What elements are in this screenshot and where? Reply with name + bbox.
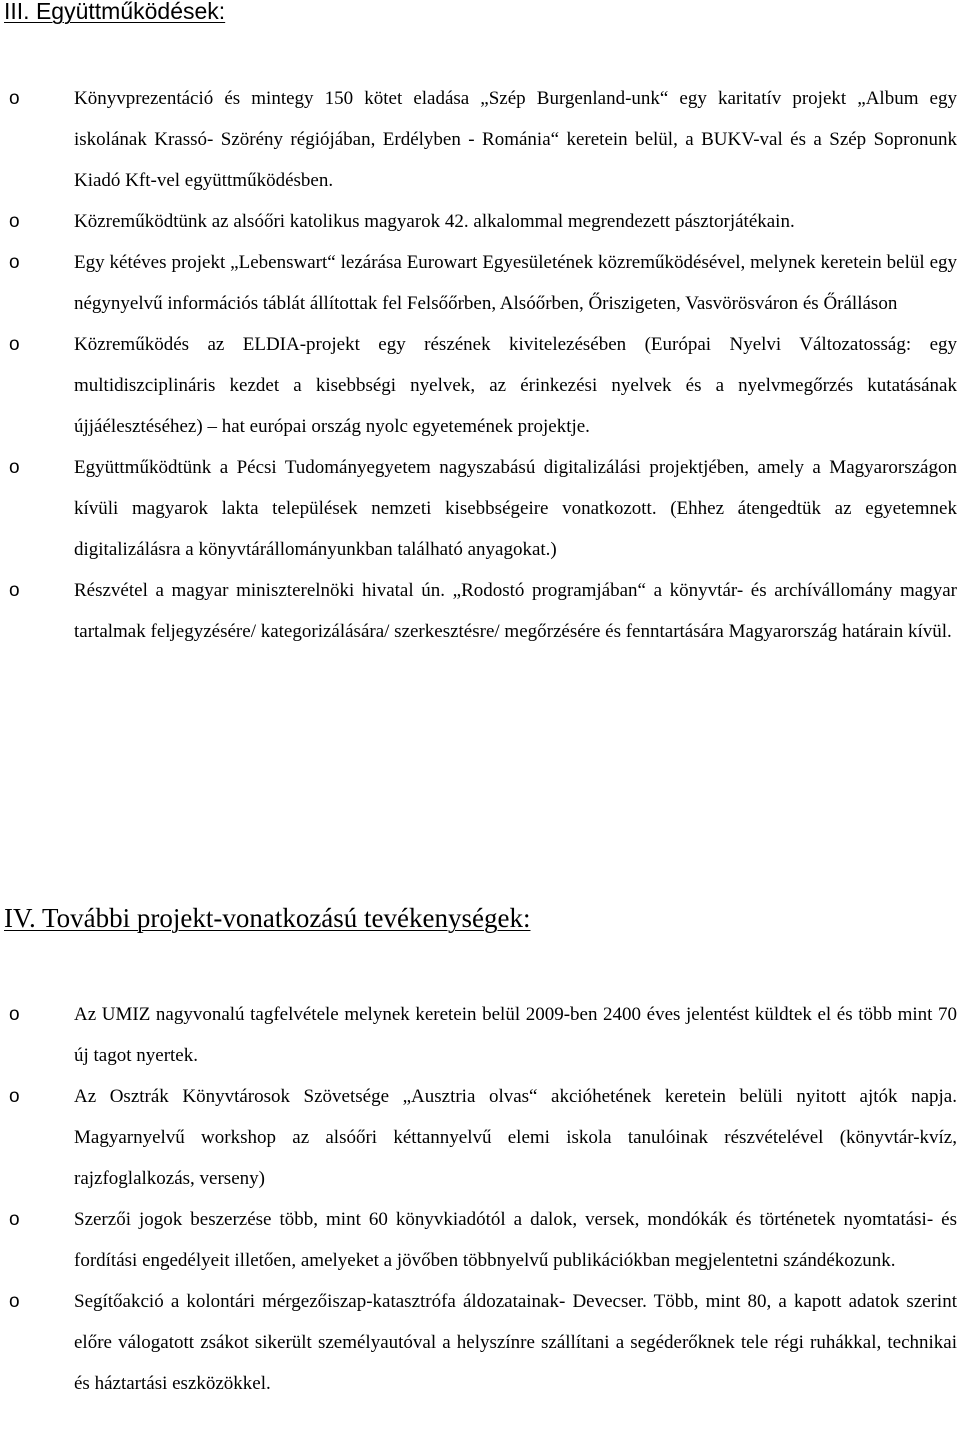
bullet-marker: o [9,1004,20,1025]
list-item-text: Közreműködés az ELDIA-projekt egy részének kivitelezésében (Európai Nyelvi Változatosság: egy multidiszciplináris kezdet a kisebbségi nyelvek, az érinkezési nyelvek és a nyelvmegőrzés kutatásának újjáélesztéséhez) – hat európai ország nyolc egyetemének projektje. [74,334,957,437]
bullet-marker: o [9,211,20,232]
project-activities-list [0,994,960,1404]
bullet-marker: o [9,334,20,355]
list-item [0,1281,960,1404]
list-item [0,1076,960,1199]
list-item-text: Egy kétéves projekt „Lebenswart“ lezárása Eurowart Egyesületének közreműködésével, melynek keretein belül egy négynyelvű információs táblát állítottak fel Felsőőrben, Alsóőrben, Őriszigeten, Vasvörösváron és Őrálláson [74,252,957,314]
list-item [0,242,960,324]
list-item [0,447,960,570]
bullet-marker: o [9,580,20,601]
list-item-text: Az UMIZ nagyvonalú tagfelvétele melynek keretein belül 2009-ben 2400 éves jelentést küldtek el és több mint 70 új tagot nyertek. [74,1004,957,1066]
bullet-marker: o [9,1209,20,1230]
bullet-marker: o [9,1086,20,1107]
list-item-text: Együttműködtünk a Pécsi Tudományegyetem nagyszabású digitalizálási projektjében, amely a Magyarországon kívüli magyarok lakta települések nemzeti kisebbségeire vonatkozott. (Ehhez átengedtük az egyetemnek digitalizálásra a könyvtárállományunkban található anyagokat.) [74,457,957,560]
section-heading-project-activities: IV. További projekt-vonatkozású tevékenységek: [4,903,531,933]
list-item [0,201,960,242]
list-item [0,570,960,652]
bullet-marker: o [9,457,20,478]
cooperations-list [0,78,960,652]
list-item [0,78,960,201]
bullet-marker: o [9,88,20,109]
list-item-text: Szerzői jogok beszerzése több, mint 60 könyvkiadótól a dalok, versek, mondókák és történetek nyomtatási- és fordítási engedélyeit illetően, amelyeket a jövőben többnyelvű publikációkban megjelentetni szándékozunk. [74,1209,957,1271]
bullet-marker: o [9,252,20,273]
list-item [0,324,960,447]
bullet-marker: o [9,1291,20,1312]
section-heading-cooperations: III. Együttműködések: [4,0,226,24]
list-item [0,1199,960,1281]
list-item-text: Részvétel a magyar miniszterelnöki hivatal ún. „Rodostó programjában“ a könyvtár- és archívállomány magyar tartalmak feljegyzésére/ kategorizálására/ szerkesztésre/ megőrzésére és fenntartására Magyarország határain kívül. [74,580,957,642]
list-item-text: Az Osztrák Könyvtárosok Szövetsége „Ausztria olvas“ akcióhetének keretein belüli nyitott ajtók napja. Magyarnyelvű workshop az alsóőri kéttannyelvű elemi iskola tanulóinak részvételével (könyvtár-kvíz, rajzfoglalkozás, verseny) [74,1086,957,1189]
list-item [0,994,960,1076]
list-item-text: Segítőakció a kolontári mérgezőiszap-katasztrófa áldozatainak- Devecser. Több, mint 80, a kapott adatok szerint előre válogatott zsákot sikerült személyautóval a helyszínre szállítani a segéderőknek tele régi ruhákkal, technikai és háztartási eszközökkel. [74,1291,957,1394]
list-item-text: Közreműködtünk az alsóőri katolikus magyarok 42. alkalommal megrendezett pásztorjátékain. [74,211,795,232]
list-item-text: Könyvprezentáció és mintegy 150 kötet eladása „Szép Burgenland-unk“ egy karitatív projekt „Album egy iskolának Krassó- Szörény régiójában, Erdélyben - Románia“ keretein belül, a BUKV-val és a Szép Sopronunk Kiadó Kft-vel együttműködésben. [74,88,957,191]
